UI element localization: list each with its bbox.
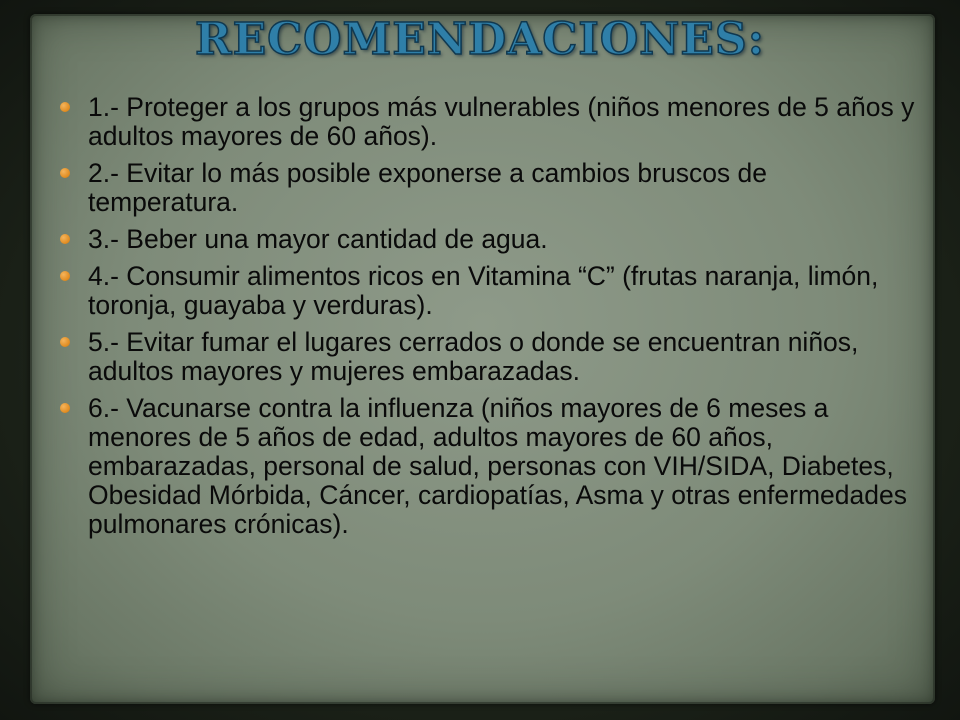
- list-item-text: 1.- Proteger a los grupos más vulnerables (niños menores de 5 años y adultos mayores de 60 años).: [88, 92, 915, 151]
- list-item: [56, 93, 916, 151]
- list-item-text: 2.- Evitar lo más posible exponerse a cambios bruscos de temperatura.: [88, 158, 768, 217]
- bullet-icon: [60, 168, 70, 178]
- bullet-icon: [60, 234, 70, 244]
- list-item: [56, 394, 916, 539]
- bullet-icon: [60, 337, 70, 347]
- list-item-text: 6.- Vacunarse contra la influenza (niños mayores de 6 meses a menores de 5 años de edad, adultos mayores de 60 años, embarazadas, personal de salud, personas con VIH/SIDA, Diabetes, Obesidad Mórbida, Cáncer, cardiopatías, Asma y otras enfermedades pulmonares crónicas).: [88, 393, 907, 539]
- list-item-text: 3.- Beber una mayor cantidad de agua.: [88, 224, 548, 254]
- bullet-icon: [60, 102, 70, 112]
- list-item: [56, 262, 916, 320]
- list-item-text: 5.- Evitar fumar el lugares cerrados o donde se encuentran niños, adultos mayores y mujeres embarazadas.: [88, 327, 859, 386]
- list-item-text: 4.- Consumir alimentos ricos en Vitamina “C” (frutas naranja, limón, toronja, guayaba y verduras).: [88, 261, 879, 320]
- recommendations-list: [56, 93, 916, 547]
- list-item: [56, 328, 916, 386]
- slide-title: RECOMENDACIONES:: [195, 14, 765, 65]
- bullet-icon: [60, 271, 70, 281]
- list-item: [56, 225, 916, 254]
- bullet-icon: [60, 403, 70, 413]
- list-item: [56, 159, 916, 217]
